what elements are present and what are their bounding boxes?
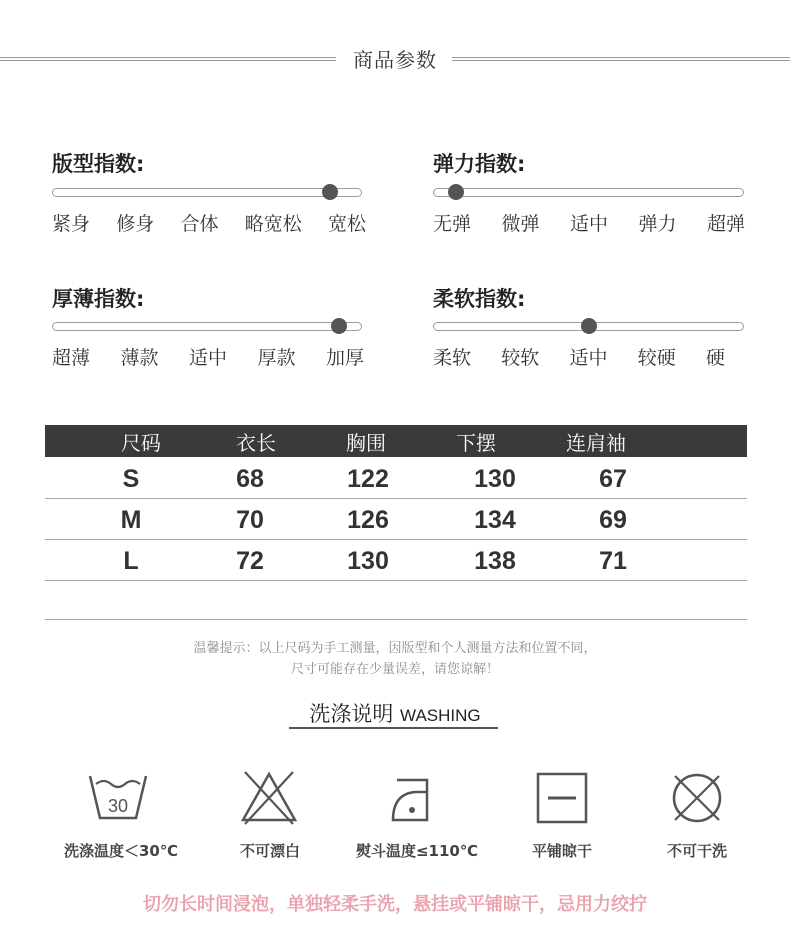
table-cell: M — [120, 506, 142, 534]
index-title: 弹力指数: — [433, 152, 526, 176]
wash-temp-text: 30 — [107, 796, 129, 816]
scale-label: 厚款 — [257, 347, 296, 369]
table-row — [45, 539, 747, 581]
table-row-empty — [45, 578, 747, 620]
table-cell: 72 — [236, 547, 264, 575]
washing-title-underline — [289, 727, 498, 729]
size-table-header — [45, 425, 747, 457]
dry-flat-icon — [532, 770, 592, 826]
scale-label: 柔软 — [433, 347, 472, 369]
scale-label: 修身 — [116, 213, 155, 235]
washing-title-cn: 洗涤说明 — [309, 702, 394, 726]
washing-title — [0, 698, 790, 728]
wash-label: 不可漂白 — [239, 842, 300, 860]
elasticity-slider-track — [433, 188, 744, 197]
index-title: 厚薄指数: — [52, 287, 145, 311]
index-title: 柔软指数: — [433, 287, 526, 311]
scale-label: 合体 — [180, 213, 219, 235]
table-row — [45, 457, 747, 499]
table-cell: 69 — [599, 506, 627, 534]
thickness-slider-knob — [331, 318, 347, 334]
wash-label: 不可干洗 — [666, 842, 727, 860]
wash-30-icon — [88, 770, 148, 826]
scale-label: 较硬 — [637, 347, 676, 369]
table-cell: 71 — [599, 547, 627, 575]
size-notice-line: 温馨提示：以上尺码为手工测量，因版型和个人测量方法和位置不同， — [193, 641, 597, 656]
column-header-sleeve: 连肩袖 — [566, 431, 626, 455]
table-cell: 126 — [347, 506, 389, 534]
index-title: 版型指数: — [52, 152, 145, 176]
size-notice-line: 尺寸可能存在少量误差，请您谅解！ — [290, 662, 499, 677]
softness-slider-knob — [581, 318, 597, 334]
section-title: 商品参数 — [353, 48, 437, 72]
scale-label: 较软 — [501, 347, 540, 369]
scale-label: 薄款 — [120, 347, 159, 369]
wash-label: 平铺晾干 — [531, 842, 592, 860]
scale-label: 适中 — [569, 347, 608, 369]
softness-slider-track — [433, 322, 744, 331]
scale-label: 弹力 — [638, 213, 677, 235]
fit-slider-track — [52, 188, 362, 197]
table-cell: 68 — [236, 465, 264, 493]
wash-warning: 切勿长时间浸泡，单独轻柔手洗，悬挂或平铺晾干，忌用力绞拧 — [143, 894, 647, 915]
wash-label: 洗涤温度＜30℃ — [63, 842, 179, 860]
scale-label: 加厚 — [325, 347, 364, 369]
fit-slider-knob — [322, 184, 338, 200]
scale-label: 适中 — [188, 347, 227, 369]
table-cell: 70 — [236, 506, 264, 534]
table-cell: 67 — [599, 465, 627, 493]
table-cell: L — [123, 547, 139, 575]
elasticity-slider-knob — [448, 184, 464, 200]
wash-label: 熨斗温度≤110℃ — [355, 842, 479, 860]
table-cell: 138 — [474, 547, 516, 575]
column-header-length: 衣长 — [236, 431, 276, 455]
table-row — [45, 498, 747, 540]
scale-label: 微弹 — [501, 213, 540, 235]
column-header-chest: 胸围 — [346, 431, 386, 455]
scale-label: 无弹 — [433, 213, 472, 235]
column-header-hem: 下摆 — [456, 431, 496, 455]
table-cell: 122 — [347, 465, 389, 493]
column-header-size: 尺码 — [121, 431, 161, 455]
washing-title-en: WASHING — [400, 706, 481, 725]
scale-label: 适中 — [569, 213, 608, 235]
table-cell: 134 — [474, 506, 516, 534]
table-cell: S — [122, 465, 140, 493]
fit-scale-labels — [52, 209, 366, 236]
scale-label: 硬 — [705, 347, 725, 369]
thickness-slider-track — [52, 322, 362, 331]
thickness-scale-labels — [52, 343, 364, 370]
scale-label: 紧身 — [52, 213, 91, 235]
iron-110-icon — [387, 770, 447, 826]
elasticity-scale-labels — [433, 209, 745, 236]
scale-label: 超薄 — [52, 347, 91, 369]
no-dry-clean-icon — [667, 770, 727, 826]
scale-label: 宽松 — [327, 213, 366, 235]
table-cell: 130 — [474, 465, 516, 493]
scale-label: 略宽松 — [244, 213, 302, 235]
scale-label: 超弹 — [706, 213, 745, 235]
softness-scale-labels — [433, 343, 725, 370]
no-bleach-icon — [239, 770, 299, 826]
table-cell: 130 — [347, 547, 389, 575]
